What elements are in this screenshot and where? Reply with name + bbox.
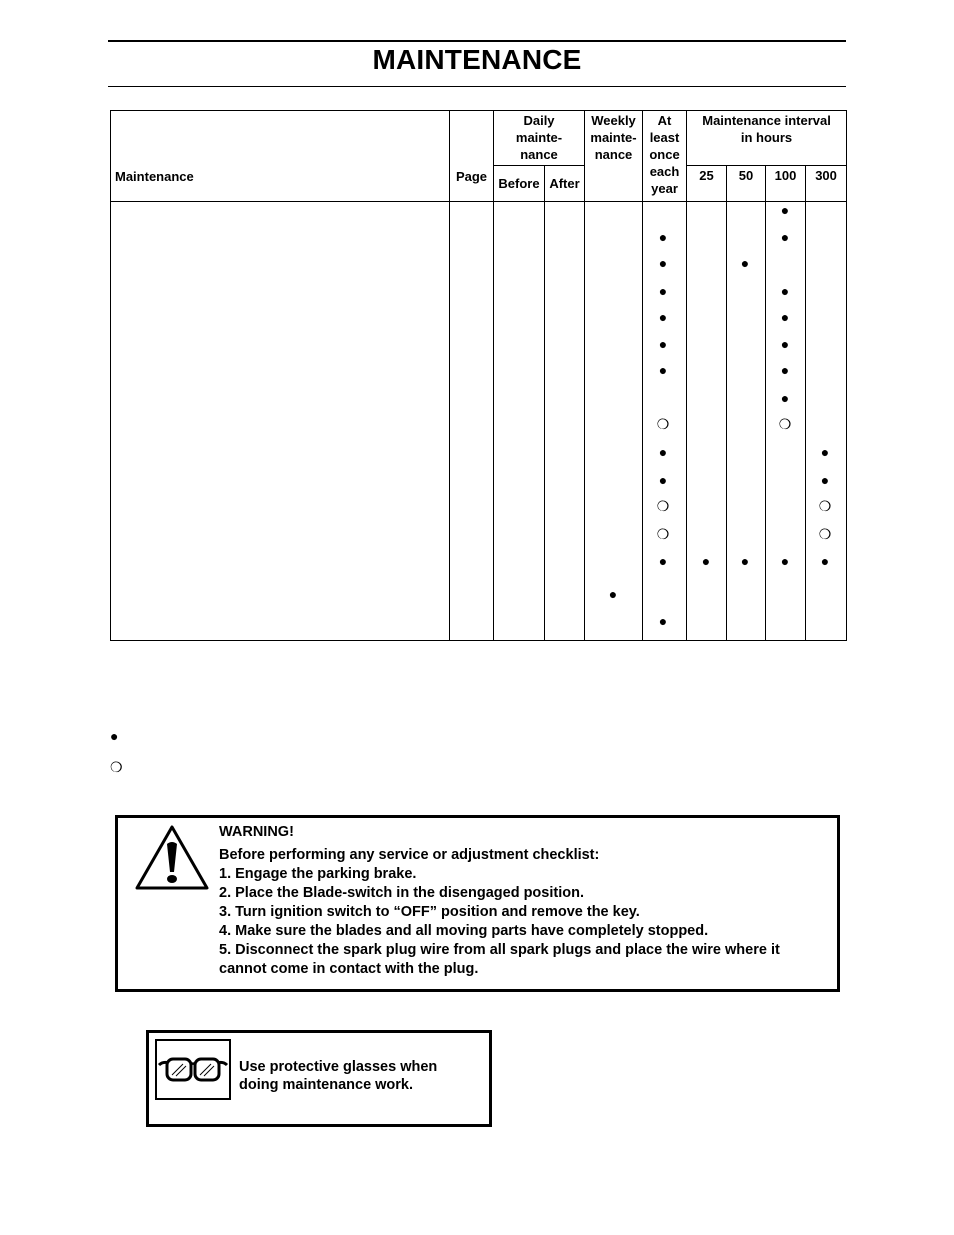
filled-dot-mark: ●	[780, 283, 790, 299]
filled-dot-mark: ●	[820, 444, 830, 460]
warning-triangle-icon	[134, 824, 210, 892]
filled-dot-mark: ●	[701, 553, 711, 569]
filled-dot-mark: ●	[780, 336, 790, 352]
warning-intro: Before performing any service or adjustment checklist:	[219, 847, 600, 863]
warning-step: 1. Engage the parking brake.	[219, 866, 417, 882]
maintenance-column	[111, 202, 450, 641]
top-rule	[108, 40, 846, 42]
open-circle-mark: ❍	[656, 526, 670, 542]
filled-dot-mark: ●	[658, 362, 668, 378]
after-column	[545, 202, 585, 641]
filled-dot-mark: ●	[608, 586, 618, 602]
header-300-hours: 300	[806, 166, 847, 202]
open-circle-mark: ❍	[818, 498, 832, 514]
weekly-column	[585, 202, 643, 641]
filled-dot-mark: ●	[658, 472, 668, 488]
filled-dot-mark: ●	[780, 553, 790, 569]
protective-glasses-text	[239, 1058, 437, 1094]
warning-box	[115, 815, 840, 992]
header-maintenance-interval: Maintenance interval in hours	[687, 111, 847, 166]
warning-title: WARNING!	[219, 824, 294, 840]
filled-dot-mark: ●	[780, 229, 790, 245]
warning-step: 2. Place the Blade-switch in the disengaged position.	[219, 885, 584, 901]
header-100-hours: 100	[766, 166, 806, 202]
filled-dot-mark: ●	[780, 309, 790, 325]
page-column	[450, 202, 494, 641]
filled-dot-mark: ●	[658, 283, 668, 299]
header-after: After	[545, 166, 585, 202]
header-page: Page	[450, 111, 494, 202]
protective-glasses-icon	[155, 1039, 231, 1100]
open-circle-mark: ❍	[778, 416, 792, 432]
filled-dot-mark: ●	[658, 309, 668, 325]
open-circle-mark: ❍	[656, 498, 670, 514]
header-25-hours: 25	[687, 166, 727, 202]
25-hours-column	[687, 202, 727, 641]
filled-dot-mark: ●	[780, 390, 790, 406]
header-at-least-once-each-year: At least once each year	[643, 111, 687, 202]
warning-step: 3. Turn ignition switch to “OFF” position and remove the key.	[219, 904, 640, 920]
filled-dot-mark: ●	[658, 229, 668, 245]
filled-dot-mark: ●	[658, 613, 668, 629]
warning-step: 5. Disconnect the spark plug wire from all spark plugs and place the wire where it cannot come in contact with the plug.	[219, 942, 780, 977]
header-daily-maintenance: Daily mainte- nance	[494, 111, 585, 166]
protective-glasses-notice	[146, 1030, 492, 1127]
warning-text	[219, 823, 825, 979]
filled-dot-mark: ●	[658, 255, 668, 271]
filled-dot-mark: ●	[658, 336, 668, 352]
header-weekly-maintenance: Weekly mainte- nance	[585, 111, 643, 202]
filled-dot-mark: ●	[658, 444, 668, 460]
filled-dot-mark: ●	[820, 472, 830, 488]
filled-dot-mark: ●	[780, 202, 790, 218]
header-maintenance: Maintenance	[111, 111, 450, 202]
header-before: Before	[494, 166, 545, 202]
warning-step: 4. Make sure the blades and all moving parts have completely stopped.	[219, 923, 709, 939]
open-circle-mark: ❍	[656, 416, 670, 432]
before-column	[494, 202, 545, 641]
header-50-hours: 50	[727, 166, 766, 202]
glasses-text-line: doing maintenance work.	[239, 1077, 414, 1093]
legend-filled-symbol: ●	[110, 728, 119, 744]
legend-open-symbol: ❍	[110, 759, 123, 775]
300-hours-column	[806, 202, 847, 641]
filled-dot-mark: ●	[780, 362, 790, 378]
filled-dot-mark: ●	[740, 553, 750, 569]
filled-dot-mark: ●	[820, 553, 830, 569]
filled-dot-mark: ●	[740, 255, 750, 271]
page-title: MAINTENANCE	[372, 44, 582, 75]
glasses-text-line: Use protective glasses when	[239, 1059, 438, 1075]
filled-dot-mark: ●	[658, 553, 668, 569]
open-circle-mark: ❍	[818, 526, 832, 542]
title-underline	[108, 86, 846, 87]
